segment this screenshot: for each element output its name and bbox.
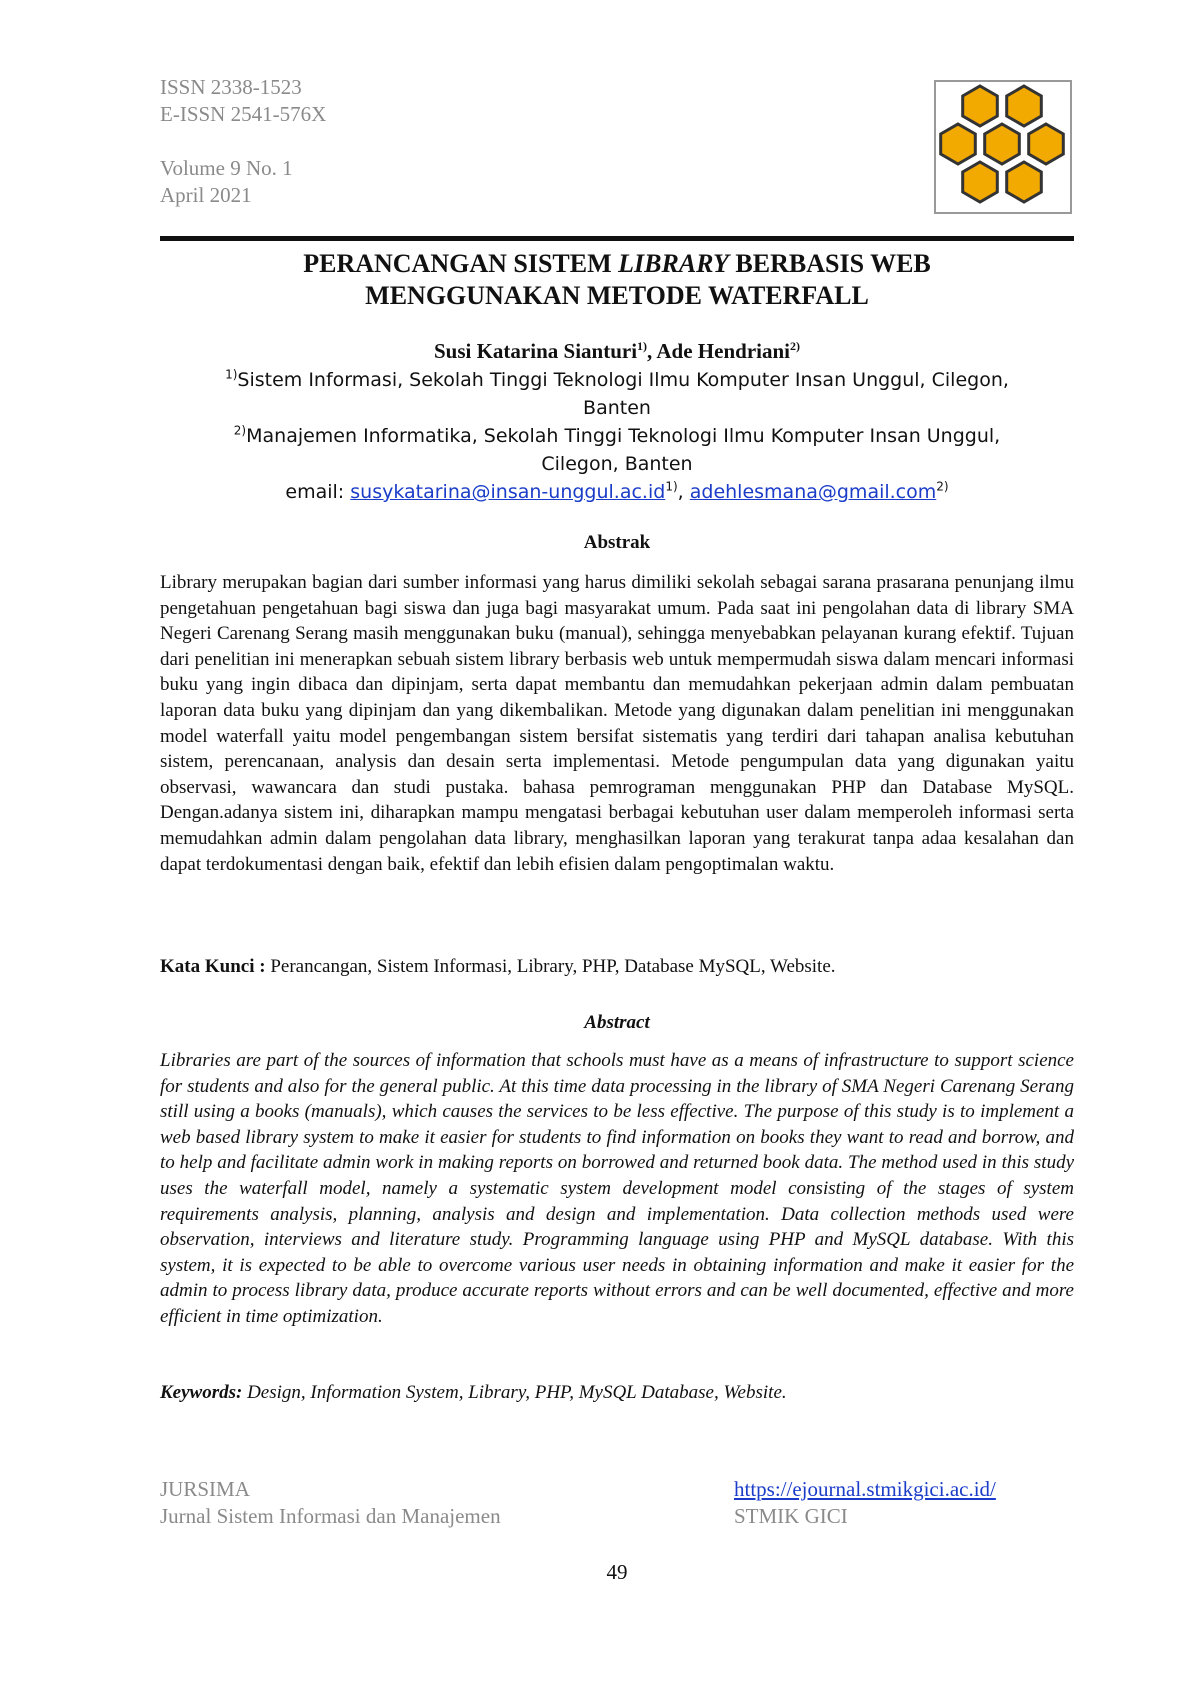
- issue-date: April 2021: [160, 183, 252, 207]
- issn: ISSN 2338-1523: [160, 75, 302, 99]
- email-link-1[interactable]: susykatarina@insan-unggul.ac.id: [350, 481, 666, 503]
- author-2: Ade Hendriani: [656, 339, 790, 363]
- affiliation-1: $^{1)}$Sistem Informasi, Sekolah Tinggi Teknologi Ilmu Komputer Insan Unggul, Cilegon,: [225, 367, 1009, 391]
- affiliation-1-cont: Banten: [583, 397, 651, 419]
- hexagon-shape: [985, 124, 1020, 164]
- abstract-body: Libraries are part of the sources of information that schools must have as a means of infrastructure to support science for students and also for the general public. At this time data processing in the library of SMA Negeri Carenang Serang still using a books (manuals), which causes the services to be less effective. The purpose of this study is to implement a web based library system to make it easier for students to find information on books they want to read and borrow, and to help and facilitate admin work in making reports on borrowed and returned book data. The method used in this study uses the waterfall model, namely a systematic system development model consisting of the stages of system requirements analysis, planning, analysis and design and implementation. Data collection methods used were observation, interviews and literature study. Programming language using PHP and MySQL database. With this system, it is expected to be able to overcome various user needs in obtaining information and make it easier for the admin to process library data, produce accurate reports without errors and can be well documented, effective and more efficient in time optimization.: [160, 1050, 1074, 1327]
- journal-logo: [934, 80, 1072, 214]
- kata-kunci-values: Perancangan, Sistem Informasi, Library, PHP, Database MySQL, Website.: [270, 956, 836, 977]
- eissn: E-ISSN 2541-576X: [160, 102, 327, 126]
- page-number: 49: [606, 1560, 628, 1584]
- affiliation-2: $^{2)}$Manajemen Informatika, Sekolah Tinggi Teknologi Ilmu Komputer Insan Unggul,: [233, 423, 1001, 447]
- hexagon-shape: [1007, 86, 1042, 126]
- abstract-heading: Abstract: [584, 1012, 650, 1033]
- affiliations: [160, 366, 1074, 478]
- header-rule: [160, 236, 1074, 241]
- author-1: Susi Katarina Sianturi: [433, 339, 638, 363]
- footer-institution: STMIK GICI: [734, 1504, 848, 1528]
- journal-url-link[interactable]: https://ejournal.stmikgici.ac.id/: [734, 1477, 996, 1501]
- paper-title: [160, 248, 1074, 312]
- hexagon-shape: [963, 86, 998, 126]
- kata-kunci: [160, 956, 1074, 978]
- footer-journal-name: JURSIMA: [160, 1477, 250, 1501]
- footer-journal-full: Jurnal Sistem Informasi dan Manajemen: [160, 1504, 501, 1528]
- keywords-values: Design, Information System, Library, PHP, MySQL Database, Website.: [242, 1382, 787, 1403]
- email-link-2[interactable]: adehlesmana@gmail.com: [689, 481, 937, 503]
- journal-meta: [160, 74, 326, 209]
- hexagon-shape: [1007, 162, 1042, 202]
- keywords-label: Keywords:: [160, 1382, 243, 1403]
- hexagon-shape: [1029, 124, 1064, 164]
- email-label: email:: [285, 481, 351, 503]
- volume: Volume 9 No. 1: [160, 156, 293, 180]
- affiliation-2-cont: Cilegon, Banten: [541, 453, 693, 475]
- footer-publisher: [734, 1476, 996, 1530]
- title-line-2: MENGGUNAKAN METODE WATERFALL: [365, 281, 869, 310]
- keywords: [160, 1382, 1074, 1404]
- footer-journal: [160, 1476, 501, 1530]
- abstrak-body: Library merupakan bagian dari sumber informasi yang harus dimiliki sekolah sebagai sarana prasarana penunjang ilmu pengetahuan pengetahuan bagi siswa dan juga bagi masyarakat umum. Pada saat ini pengolahan data di library SMA Negeri Carenang Serang masih menggunakan buku (manual), sehingga menyebabkan pelayanan kurang efektif. Tujuan dari penelitian ini menerapkan sebuah sistem library berbasis web untuk mempermudah siswa dalam mencari informasi buku yang ingin dibaca dan dipinjam, serta dapat membantu dan memudahkan pekerjaan admin dalam pembuatan laporan data buku yang dipinjam dan yang dikembalikan. Metode yang digunakan dalam penelitian ini menggunakan model waterfall yaitu model pengembangan sistem bersifat sistematis yang terdiri dari tahapan analisa kebutuhan sistem, perencanaan, analysis dan desain serta implementasi. Metode pengumpulan data yang digunakan yaitu observasi, wawancara dan studi pustaka. bahasa pemrograman menggunakan PHP dan Database MySQL. Dengan.adanya sistem ini, diharapkan mampu mengatasi berbagai kebutuhan user dalam memperoleh informasi serta memudahkan admin dalam pengolahan data library, menghasilkan laporan yang terakurat tanpa adaa kesalahan dan dapat terdokumentasi dengan baik, efektif dan lebih efisien dalam pengoptimalan waktu.: [160, 572, 1074, 875]
- honeycomb-logo-icon: [936, 82, 1070, 212]
- kata-kunci-label: Kata Kunci :: [160, 956, 271, 977]
- authors: Susi Katarina Sianturi$^{1)}$, Ade Hendriani$^{2)}$: [433, 339, 800, 363]
- hexagon-shape: [963, 162, 998, 202]
- hexagon-shape: [941, 124, 976, 164]
- title-line-1: PERANCANGAN SISTEM LIBRARY BERBASIS WEB: [303, 249, 931, 278]
- email-line: email: $susykatarina@insan-unggul.ac.id^{1)}$, adehlesmana@gmail.com$^{2)}$: [285, 479, 949, 503]
- abstrak-heading: Abstrak: [583, 532, 651, 553]
